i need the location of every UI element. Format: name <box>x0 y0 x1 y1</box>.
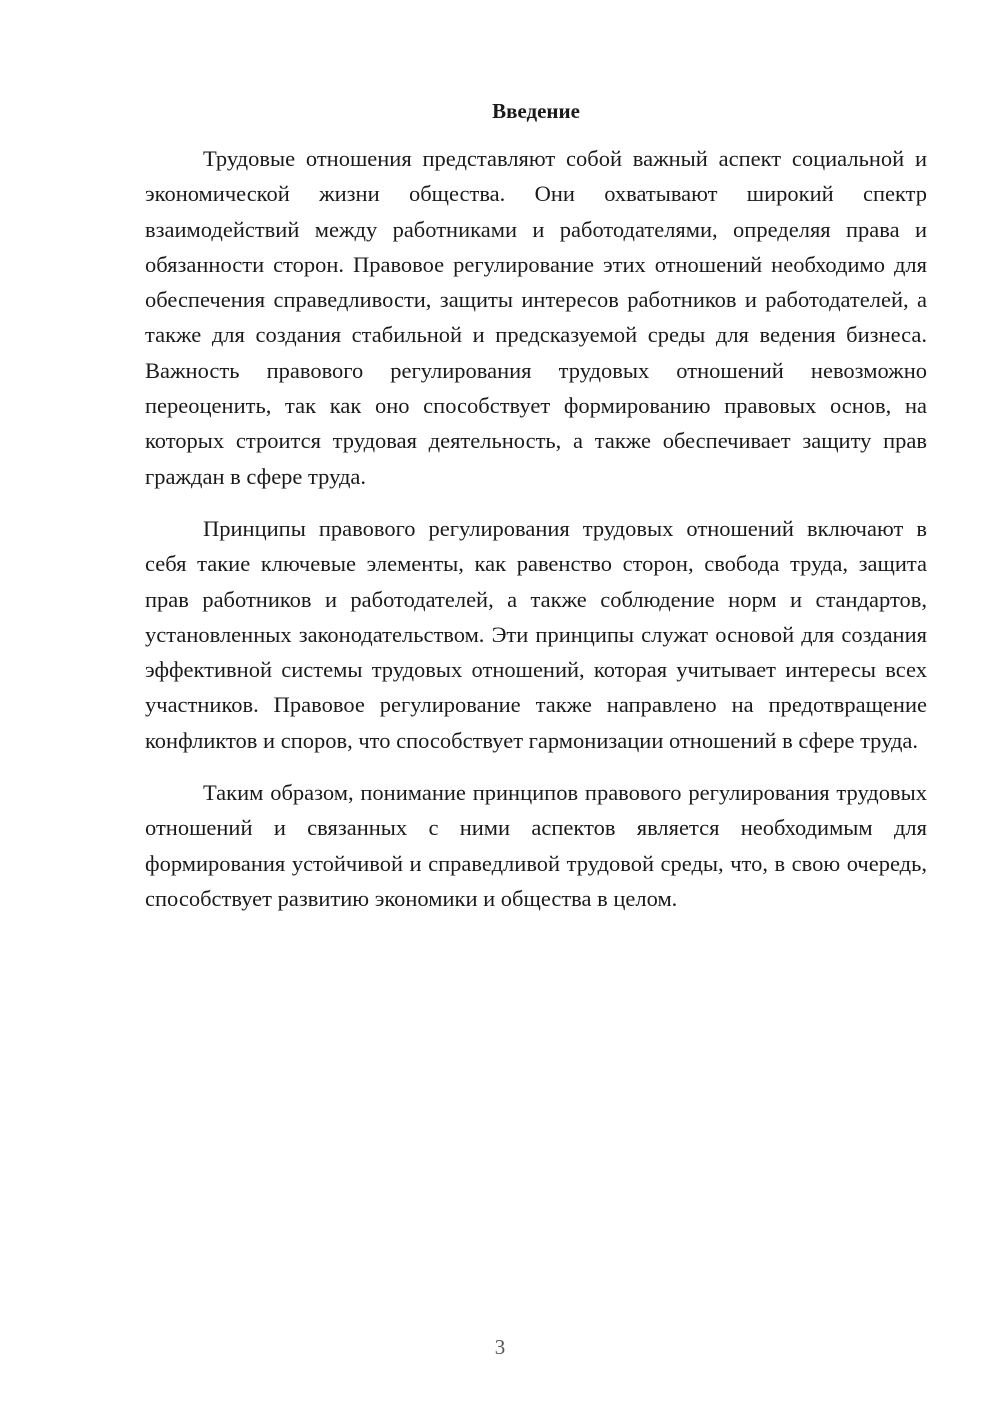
document-body <box>145 141 927 933</box>
paragraph-1: Трудовые отношения представляют собой важный аспект социальной и экономической жизни общества. Они охватывают широкий спектр взаимодействий между работниками и работодателями, определяя права и обязанности сторон. Правовое регулирование этих отношений необходимо для обеспечения справедливости, защиты интересов работников и работодателей, а также для создания стабильной и предсказуемой среды для ведения бизнеса. Важность правового регулирования трудовых отношений невозможно переоценить, так как оно способствует формированию правовых основ, на которых строится трудовая деятельность, а также обеспечивает защиту прав граждан в сфере труда. <box>145 146 927 489</box>
paragraph-2: Принципы правового регулирования трудовых отношений включают в себя такие ключевые элементы, как равенство сторон, свобода труда, защита прав работников и работодателей, а также соблюдение норм и стандартов, установленных законодательством. Эти принципы служат основой для создания эффективной системы трудовых отношений, которая учитывает интересы всех участников. Правовое регулирование также направлено на предотвращение конфликтов и споров, что способствует гармонизации отношений в сфере труда. <box>145 515 927 753</box>
page-title: Введение <box>492 99 580 123</box>
page-number: 3 <box>494 1335 506 1359</box>
paragraph-3: Таким образом, понимание принципов правового регулирования трудовых отношений и связанных с ними аспектов является необходимым для формирования устойчивой и справедливой трудовой среды, что, в свою очередь, способствует развитию экономики и общества в целом. <box>145 780 927 911</box>
